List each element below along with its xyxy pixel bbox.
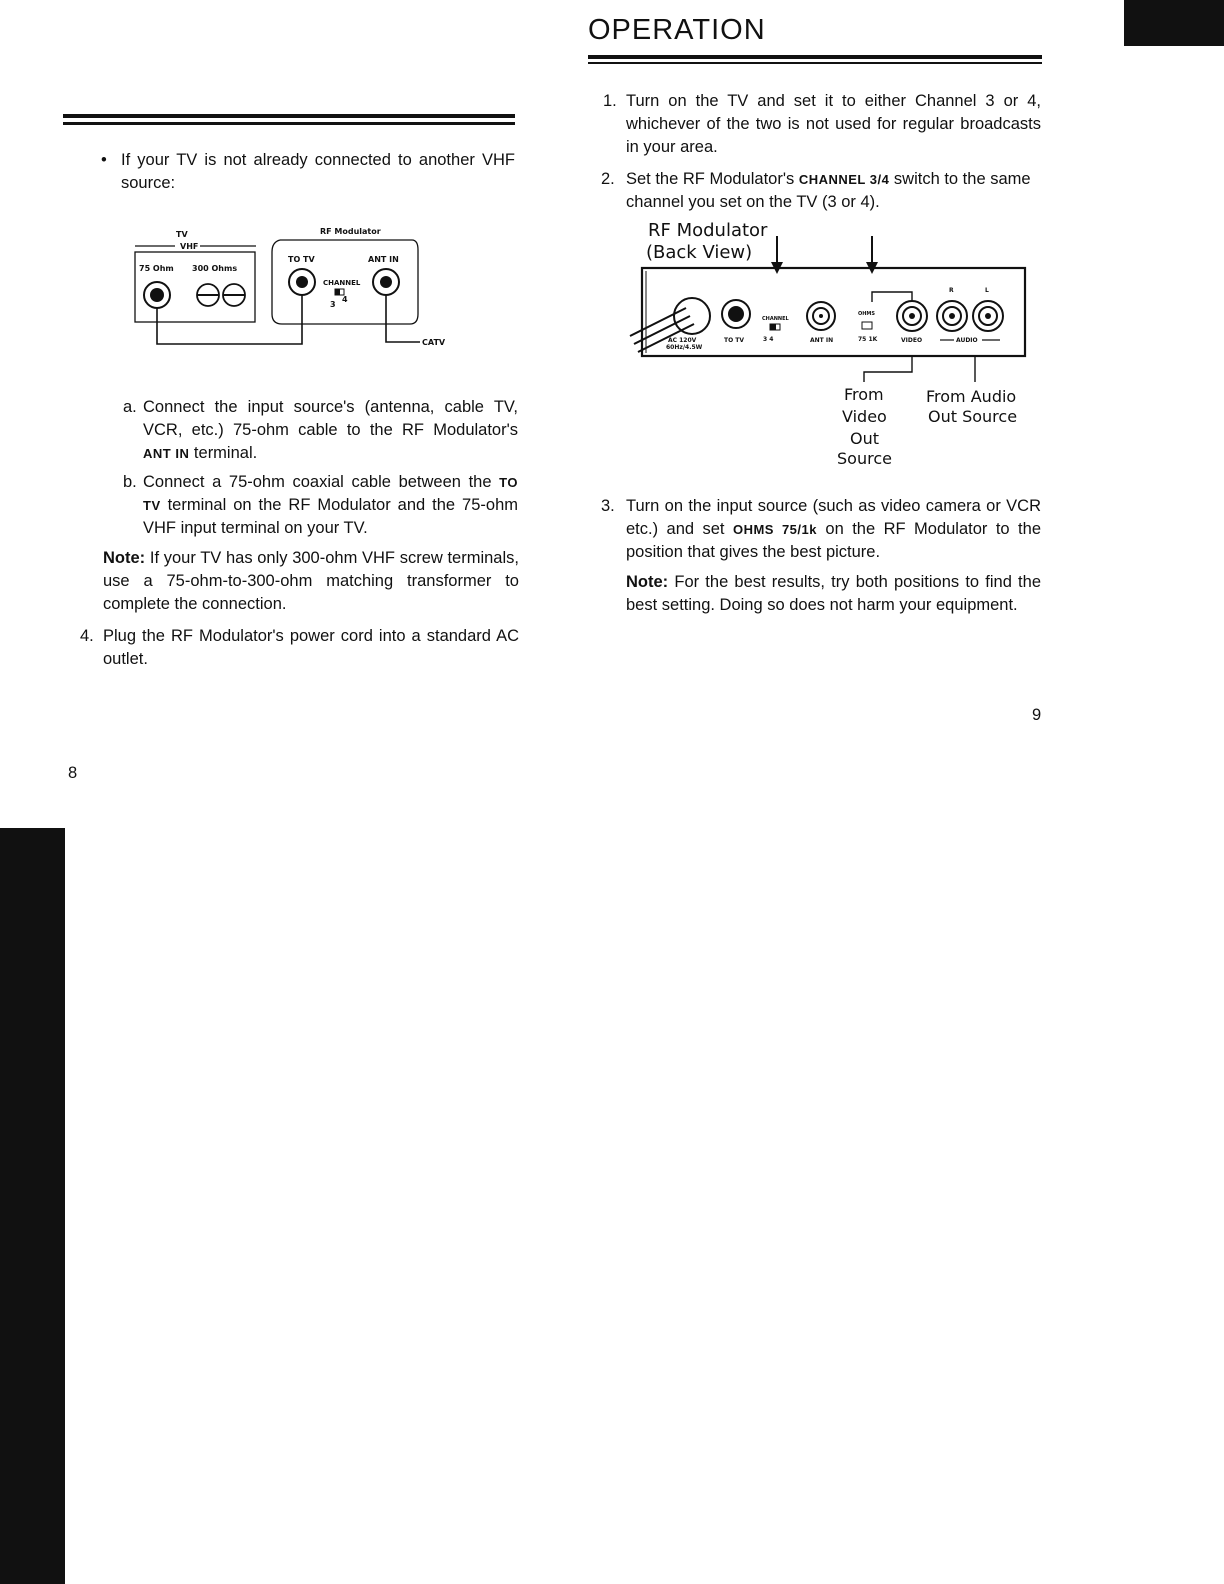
diagram2-video-label: VIDEO bbox=[901, 337, 923, 344]
tv-screw-terminal-icon-2 bbox=[223, 284, 245, 306]
diagram2-ant-in-label: ANT IN bbox=[810, 337, 834, 344]
diagram1-to-tv-label: TO TV bbox=[288, 255, 315, 264]
step-a-after: terminal. bbox=[189, 444, 258, 462]
scan-edge-bar-top-right bbox=[1124, 0, 1224, 46]
diagram1-catv-label: CATV bbox=[422, 338, 446, 347]
diagram2-from-video-1: From bbox=[844, 385, 884, 404]
right-note-label: Note: bbox=[626, 573, 669, 591]
diagram2-l-label: L bbox=[985, 287, 989, 294]
to-tv-jack-icon bbox=[722, 300, 750, 328]
diagram2-title-2: (Back View) bbox=[646, 242, 753, 263]
step-b-letter: b. bbox=[123, 473, 137, 491]
diagram2-title-1: RF Modulator bbox=[648, 220, 768, 241]
diagram1-300ohm-label: 300 Ohms bbox=[192, 264, 238, 273]
diagram2-ch-values: 3 4 bbox=[763, 336, 774, 343]
step-3-term: OHMS 75/1k bbox=[732, 522, 817, 537]
step-2-after: switch to the same channel you set on the TV (3 or 4). bbox=[626, 170, 1031, 211]
step-3-number: 3. bbox=[601, 497, 615, 515]
audio-right-jack-icon bbox=[937, 301, 967, 331]
page-title: OPERATION bbox=[588, 14, 766, 46]
step-a-before: Connect the input source's (antenna, cable TV, VCR, etc.) 75-ohm cable to the RF Modulator's bbox=[143, 398, 518, 439]
modulator-to-tv-connector-icon bbox=[289, 269, 315, 295]
diagram2-r-label: R bbox=[949, 287, 954, 294]
diagram2-from-video-2: Video bbox=[842, 407, 887, 426]
diagram2-ohms-values: 75 1K bbox=[858, 336, 878, 343]
diagram2-from-audio-2: Out Source bbox=[928, 407, 1018, 426]
left-rule-thin bbox=[63, 122, 515, 125]
diagram2-hz-label: 60Hz/4.5W bbox=[666, 344, 703, 351]
tv-to-modulator-diagram bbox=[130, 222, 450, 350]
step-3-before: Turn on the input source (such as video camera or VCR etc.) and set bbox=[626, 497, 1041, 538]
step-b-text bbox=[143, 471, 518, 540]
page-number-right: 9 bbox=[1032, 706, 1042, 724]
step-4-text: Plug the RF Modulator's power cord into a standard AC outlet. bbox=[103, 627, 519, 668]
step-a-letter: a. bbox=[123, 398, 137, 416]
video-jack-icon bbox=[897, 301, 927, 331]
page-number-left: 8 bbox=[68, 764, 78, 782]
diagram2-audio-label: AUDIO bbox=[956, 337, 978, 344]
step-b-after: terminal on the RF Modulator and the 75-ohm VHF input terminal on your TV. bbox=[143, 496, 518, 537]
ohms-switch-icon bbox=[862, 322, 872, 329]
diagram1-vhf-label: VHF bbox=[180, 242, 199, 251]
step-2-number: 2. bbox=[601, 170, 615, 188]
diagram1-75ohm-label: 75 Ohm bbox=[139, 264, 174, 273]
diagram2-from-audio-1: From Audio bbox=[926, 387, 1017, 406]
step-b-term: TO TV bbox=[143, 475, 518, 513]
bullet-dot: • bbox=[101, 151, 107, 169]
step-1-number: 1. bbox=[603, 92, 617, 110]
step-3-text bbox=[626, 495, 1041, 564]
modulator-ant-in-connector-icon bbox=[373, 269, 399, 295]
right-note bbox=[626, 571, 1041, 617]
step-b-before: Connect a 75-ohm coaxial cable between the bbox=[143, 473, 500, 491]
diagram1-tv-label: TV bbox=[176, 230, 188, 239]
tv-coax-connector-icon bbox=[144, 282, 170, 308]
bullet-text: If your TV is not already connected to another VHF source: bbox=[121, 151, 515, 192]
diagram2-channel-label: CHANNEL bbox=[762, 316, 789, 322]
ant-in-jack-icon bbox=[807, 302, 835, 330]
diagram1-channel-label: CHANNEL bbox=[323, 279, 361, 287]
left-note bbox=[103, 547, 519, 616]
right-note-text: For the best results, try both positions to find the best setting. Doing so does not harm your equipment. bbox=[626, 573, 1041, 614]
step-2-before: Set the RF Modulator's bbox=[626, 170, 799, 188]
step-3-after: on the RF Modulator to the position that gives the best picture. bbox=[626, 520, 1041, 561]
left-note-text: If your TV has only 300-ohm VHF screw terminals, use a 75-ohm-to-300-ohm matching transformer to complete the connection. bbox=[103, 549, 519, 613]
step-2-text bbox=[626, 168, 1041, 214]
step-a-text bbox=[143, 396, 518, 465]
left-rule-thick bbox=[63, 114, 515, 118]
diagram1-ant-in-label: ANT IN bbox=[368, 255, 399, 264]
diagram1-ch3: 3 bbox=[330, 300, 336, 309]
step-4-number: 4. bbox=[80, 627, 94, 645]
audio-left-jack-icon bbox=[973, 301, 1003, 331]
diagram2-from-video-3: Out bbox=[850, 429, 880, 448]
diagram2-from-video-4: Source bbox=[837, 449, 892, 468]
title-rule-thin bbox=[588, 62, 1042, 64]
scan-edge-bar-left bbox=[0, 828, 65, 1584]
diagram1-rf-label: RF Modulator bbox=[320, 227, 381, 236]
step-1-text: Turn on the TV and set it to either Channel 3 or 4, whichever of the two is not used for regular broadcasts in your area. bbox=[626, 92, 1041, 156]
diagram1-ch4: 4 bbox=[342, 295, 348, 304]
left-note-label: Note: bbox=[103, 549, 146, 567]
title-rule-thick bbox=[588, 55, 1042, 59]
diagram2-to-tv-label: TO TV bbox=[724, 337, 745, 344]
diagram2-ac-label: AC 120V bbox=[668, 337, 697, 344]
diagram2-ohms-label: OHMS bbox=[858, 311, 876, 317]
tv-screw-terminal-icon bbox=[197, 284, 219, 306]
modulator-back-view-diagram bbox=[620, 216, 1040, 472]
step-2-term: CHANNEL 3/4 bbox=[798, 172, 890, 187]
step-a-term: ANT IN bbox=[143, 446, 190, 461]
